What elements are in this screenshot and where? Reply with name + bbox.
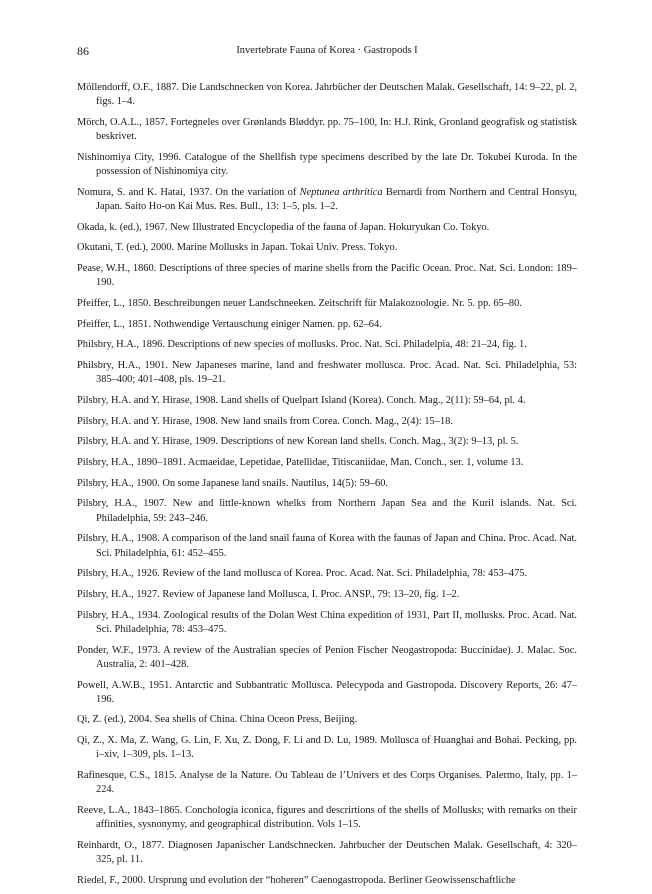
page-number: 86 — [77, 44, 89, 58]
reference-entry: Pfeiffer, L., 1850. Beschreibungen neuer Landschneeken. Zeitschrift für Malakozoologie. Nr. 5. pp. 65–80. — [77, 297, 522, 309]
page-header — [77, 44, 577, 60]
reference-entry: Pilsbry, H.A., 1900. On some Japanese land snails. Nautilus, 14(5): 59–60. — [77, 477, 389, 489]
reference-entry: Pilsbry, H.A. and Y. Hirase, 1908. New land snails from Corea. Conch. Mag., 2(4): 15–18. — [77, 415, 453, 427]
reference-entry: Nishinomiya City, 1996. Catalogue of the Shellfish type specimens described by the late Dr. Tokubei Kuroda. In the possession of Nishinomiya city. — [77, 151, 577, 178]
reference-text: Bernardi from Northern and Central Honsyu, Japan. Saito Ho-on Kai Mus. Res. Bull., 13: 1–5, pls. 1–2. — [96, 186, 577, 212]
reference-entry: Pilsbry, H.A., 1934. Zoological results of the Dolan West China expedition of 1931, Part II, mollusks. Proc. Acad. Nat. Sci. Philadelphia, 78: 453–475. — [77, 609, 577, 635]
reference-entry: Möllendorff, O.F., 1887. Die Landschnecken von Korea. Jahrbücher der Deutschen Malak. Gesellschaft, 14: 9–22, pl. 2, figs. 1–4. — [77, 82, 577, 108]
reference-entry — [77, 186, 577, 214]
reference-list — [77, 81, 577, 894]
reference-entry: Powell, A.W.B., 1951. Antarctic and Subbantratic Mollusca. Pelecypoda and Gastropoda. Discovery Reports, 26: 47–196. — [77, 679, 577, 705]
reference-entry: Rafinesque, C.S., 1815. Analyse de la Nature. Ou Tableau de l’Univers et des Corps Organises. Palermo, Italy, pp. 1–224. — [77, 770, 577, 796]
reference-entry: Pilsbry, H.A., 1927. Review of Japanese land Mollusca, I. Proc. ANSP., 79: 13–20, fig. 1–2. — [77, 588, 460, 600]
reference-entry: Philsbry, H.A., 1896. Descriptions of new species of mollusks. Proc. Nat. Sci. Philadelpia, 48: 21–24, fig. 1. — [77, 339, 527, 351]
reference-entry: Pfeiffer, L., 1851. Nothwendige Vertauschung einiger Namen. pp. 62–64. — [77, 318, 382, 330]
running-title: Invertebrate Fauna of Korea · Gastropods I — [236, 45, 418, 56]
reference-entry: Okutani, T. (ed.), 2000. Marine Mollusks in Japan. Tokai Univ. Press. Tokyo. — [77, 242, 398, 254]
reference-entry: Pilsbry, H.A. and Y. Hirase, 1909. Descriptions of new Korean land shells. Conch. Mag., 3(2): 9–13, pl. 5. — [77, 436, 519, 448]
reference-entry: Mörch, O.A.L., 1857. Fortegneles over Grønlands Bløddyr. pp. 75–100, In: H.J. Rink, Gronland geografisk og statistisk beskrivet. — [77, 116, 577, 143]
reference-entry: Pilsbry, H.A., 1926. Review of the land mollusca of Korea. Proc. Acad. Nat. Sci. Philadelphia, 78: 453–475. — [77, 568, 528, 580]
reference-entry: Pilsbry, H.A., 1907. New and little-known whelks from Northern Japan Sea and the Kuril islands. Nat. Sci. Philadelphia, 59: 243–246. — [77, 498, 577, 524]
reference-text: Nomura, S. and K. Hatai, 1937. On the variation of — [77, 186, 300, 198]
reference-entry: Qi, Z. (ed.), 2004. Sea shells of China. China Oceon Press, Beijing. — [77, 714, 358, 726]
reference-entry: Ponder, W.F., 1973. A review of the Australian species of Penion Fischer Neogastropoda: Buccinidae). J. Malac. Soc. Australia, 2: 401–428. — [77, 644, 577, 670]
reference-entry: Riedel, F., 2000. Ursprung und evolution der “hoheren” Caenogastropoda. Berliner Geowissenschaftliche — [77, 874, 516, 886]
species-name: Neptunea arthritica — [299, 186, 383, 198]
reference-entry: Reinhardt, O., 1877. Diagnosen Japanischer Landschnecken. Jahrbucher der Deutschen Malak. Gesellschaft, 4: 320–325, pl. 11. — [77, 839, 577, 866]
reference-entry: Philsbry, H.A., 1901. New Japaneses marine, land and freshwater mollusca. Proc. Acad. Nat. Sci. Philadelphia, 53: 385–400; 401–408, pls. 19–21. — [77, 360, 577, 386]
reference-entry: Pilsbry, H.A. and Y. Hirase, 1908. Land shells of Quelpart Island (Korea). Conch. Mag., 2(11): 59–64, pl. 4. — [77, 394, 526, 406]
reference-entry: Qi, Z., X. Ma, Z. Wang, G. Lin, F. Xu, Z. Dong, F. Li and D. Lu, 1989. Mollusca of Huanghai and Bohai. Pecking, pp. i–xiv, 1–309, pls. 1–13. — [77, 735, 577, 761]
reference-entry: Pilsbry, H.A., 1890–1891. Acmaeidae, Lepetidae, Patellidae, Titiscaniidae, Man. Conch., ser. 1, volume 13. — [77, 457, 524, 469]
reference-entry: Pilsbry, H.A., 1908. A comparison of the land snail fauna of Korea with the faunas of Japan and China. Proc. Acad. Nat. Sci. Philadelphia, 61: 452–455. — [77, 533, 577, 559]
reference-entry: Reeve, L.A., 1843–1865. Conchologia iconica, figures and descrirtions of the shells of Mollusks; with remarks on their affinities, sysnonymy, and geographical distribution. Vols 1–15. — [77, 804, 577, 831]
reference-entry: Pease, W.H., 1860. Descriptions of three species of marine shells from the Pacific Ocean. Proc. Nat. Sci. London: 189–190. — [77, 263, 577, 289]
reference-entry: Okada, k. (ed.), 1967. New Illustrated Encyclopedia of the fauna of Japan. Hokuryukan Co. Tokyo. — [77, 221, 490, 233]
